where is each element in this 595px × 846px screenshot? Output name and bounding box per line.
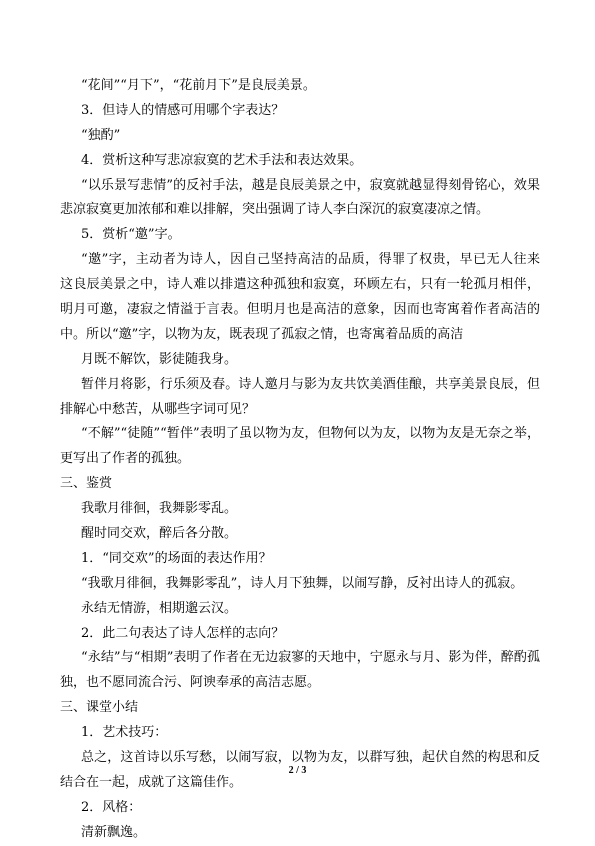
text-line: 2．风格：	[81, 799, 142, 815]
text-line: 醒时同交欢，醉后各分散。	[81, 526, 238, 542]
text-line: 排解心中愁苦，从哪些字词可见？	[60, 401, 256, 417]
text-line: 三、课堂小结	[60, 700, 139, 716]
text-line: 1．“同交欢”的场面的表达作用？	[81, 550, 272, 566]
text-line: 我歌月徘徊，我舞影零乱。	[81, 501, 238, 517]
page-number: 2 / 3	[288, 765, 307, 776]
text-line: 清新飘逸。	[81, 824, 147, 840]
text-line: 悲凉寂寞更加浓郁和难以排解，突出强调了诗人李白深沉的寂寞凄凉之情。	[60, 202, 490, 218]
text-line: “永结”与“相期”表明了作者在无边寂寥的天地中，宁愿永与月、影为伴，醉酌孤	[81, 650, 540, 666]
text-line: “不解”“徒随”“暂伴”表明了虽以物为友，但物何以为友，以物为友是无奈之举，	[81, 426, 540, 442]
text-line: 总之，这首诗以乐写愁，以闹写寂，以物为友，以群写独，起伏自然的构思和反	[81, 750, 540, 766]
text-line: “我歌月徘徊，我舞影零乱”，诗人月下独舞，以闹写静，反衬出诗人的孤寂。	[81, 575, 524, 591]
text-line: “以乐景写悲情”的反衬手法，越是良辰美景之中，寂寞就越显得刻骨铭心，效果	[81, 177, 540, 193]
text-line: “邀”字，主动者为诗人，因自己坚持高洁的品质，得罪了权贵，早已无人往来	[81, 252, 540, 268]
text-line: 明月可邀，凄寂之情溢于言表。但明月也是高洁的意象，因而也寄寓着作者高洁的	[60, 302, 540, 318]
text-line: 更写出了作者的孤独。	[60, 451, 191, 467]
text-line: 4．赏析这种写悲凉寂寞的艺术手法和表达效果。	[81, 152, 363, 168]
text-line: 中。所以“邀”字，以物为友，既表现了孤寂之情，也寄寓着品质的高洁	[60, 326, 464, 342]
text-line: 1．艺术技巧：	[81, 725, 168, 741]
text-line: 月既不解饮，影徒随我身。	[81, 351, 238, 367]
text-line: 永结无情游，相期邈云汉。	[81, 600, 238, 616]
text-line: “独酌”	[81, 127, 121, 143]
text-line: 结合在一起，成就了这篇佳作。	[60, 774, 243, 790]
text-line: “花间”“月下”，“花前月下”是良辰美景。	[81, 78, 316, 93]
text-line: 3．但诗人的情感可用哪个字表达？	[81, 102, 285, 118]
text-line: 暂伴月将影，行乐须及春。诗人邀月与影为友共饮美酒佳酿，共享美景良辰，但	[81, 376, 540, 392]
text-line: 2．此二句表达了诗人怎样的志向？	[81, 625, 285, 641]
document-body	[60, 74, 540, 846]
text-line: 5．赏析“邀”字。	[81, 227, 181, 243]
text-line: 独，也不愿同流合污、阿谀奉承的高洁志愿。	[60, 675, 321, 691]
text-line: 这良辰美景之中，诗人难以排遣这种孤独和寂寞，环顾左右，只有一轮孤月相伴，	[60, 277, 540, 293]
text-line: 三、鉴赏	[60, 476, 113, 492]
